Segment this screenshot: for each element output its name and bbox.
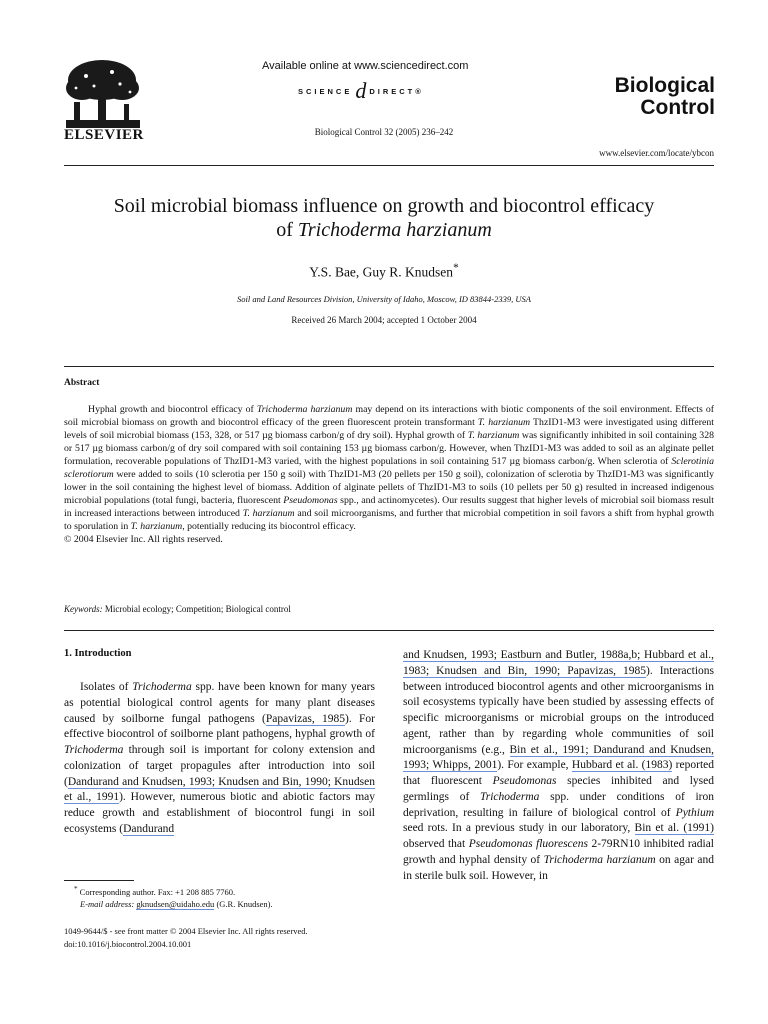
citation-link[interactable]: Dandurand: [123, 822, 175, 835]
species-name: T. harzianum: [242, 507, 295, 519]
left-column: [64, 680, 375, 838]
body-text: seed rots. In a previous study in our laboratory,: [403, 822, 635, 835]
species-name: Trichoderma harzianum: [543, 853, 656, 866]
abstract-text: ThzID1-M3 were investigated using different levels of soil microbial biomass (153, 328, or 517 µg biomass carbon/g of dry soil). Hyphal growth of: [64, 416, 714, 441]
right-column: [403, 648, 714, 884]
species-name: T. harzianum: [130, 520, 183, 532]
authors: [0, 262, 768, 281]
citation-link[interactable]: Bin et al. (1991): [634, 822, 714, 835]
body-text: through soil is important for colony extension and colonization of target propagules after introduction into soil (: [64, 744, 375, 788]
keywords: [64, 604, 291, 614]
body-text: on agar and in sterile bulk soil. However, in: [403, 853, 714, 882]
title-line2: [40, 218, 728, 242]
email-suffix: (G.R. Knudsen).: [214, 898, 273, 909]
received-dates: Received 26 March 2004; accepted 1 October 2004: [291, 315, 477, 325]
species-name: T. harzianum: [467, 429, 520, 441]
footnote-mark: *: [74, 885, 78, 893]
section-heading: 1. Introduction: [64, 648, 132, 659]
journal-title-line2: Control: [640, 96, 715, 119]
body-text: ). For effective biocontrol of soilborne plant pathogens, hyphal growth of: [64, 712, 375, 741]
title-prefix: of: [276, 219, 298, 241]
available-online-text: Available online at www.sciencedirect.com: [262, 60, 469, 72]
abstract-text: was significantly inhibited in soil containing 328 or 517 µg biomass carbon/g of dry soil compared with soil containing 153 µg biomass carbon/g. However, when ThzID1-M3 was added to soil as an alginate pellet formulation, recoverable populations of ThzID1-M3 varied, with the highest populations in soil containing 517 µg biomass carbon/g. When sclerotia of: [64, 429, 714, 467]
author-names: Y.S. Bae, Guy R. Knudsen: [309, 264, 454, 280]
body-text: ). However, numerous biotic and abiotic factors may reduce growth and establishment of biocontrol fungi in soil ecosystems (: [64, 791, 375, 835]
species-name: Trichoderma: [480, 790, 540, 803]
corresponding-mark[interactable]: *: [453, 262, 459, 274]
body-text: Isolates of: [80, 681, 133, 693]
abstract-text: and soil microorganisms, and further that microbial competition in soil favors a shift from hyphal growth to sporulation in: [64, 507, 714, 532]
abstract-text: were added to soils (10 sclerotia per 150 g soil) with ThzID1-M3 (20 pellets per 150 g soil), colonization of sclerotia by ThzID1-M3 was significantly lower in the soil containing the highest level of biomass. Addition of alginate pellets of ThzID1-M3 to soils (10 pellets per 50 g) resulted in increased indigenous microbial populations (total fungi, bacteria, fluorescent: [64, 468, 714, 506]
email-link[interactable]: gknudsen@uidaho.edu: [136, 898, 215, 909]
species-name: Sclerotinia sclerotiorum: [64, 455, 714, 480]
keywords-label: Keywords:: [64, 604, 103, 614]
sciencedirect-right: DIRECT®: [369, 86, 424, 96]
copyright-line: © 2004 Elsevier Inc. All rights reserved.: [64, 533, 223, 545]
body-text: ). Interactions between introduced biocontrol agents and other microorganisms in soil ecosystems typically have been studied by assessing effects of specific microorganisms or microbial groups on the introduced agent, rather than by regarding whole communities of soil microorganisms (e.g.,: [403, 664, 714, 756]
species-name: Pythium: [675, 806, 714, 819]
citation-link[interactable]: Hubbard et al. (1983): [571, 759, 673, 772]
issn-block: [64, 925, 308, 951]
footnote-corresponding: [64, 883, 273, 898]
journal-citation: Biological Control 32 (2005) 236–242: [314, 127, 454, 137]
footnote: [64, 883, 273, 910]
intro-paragraph: [64, 680, 375, 838]
citation-link[interactable]: Dandurand and Knudsen, 1993; Knudsen and Bin, 1990; Knudsen et al., 1991: [64, 775, 375, 804]
doi-line[interactable]: doi:10.1016/j.biocontrol.2004.10.001: [64, 939, 192, 949]
body-text: observed that: [403, 838, 469, 850]
citation-link[interactable]: Bin et al., 1991; Dandurand and Knudsen, 1993; Whipps, 2001: [403, 743, 714, 772]
species-name: Pseudomonas fluorescens: [468, 838, 588, 850]
sciencedirect-left: SCIENCE: [298, 86, 353, 96]
species-name: Trichoderma harzianum: [256, 404, 353, 415]
body-text: ). For example,: [497, 759, 572, 772]
abstract-top-rule: [64, 366, 714, 367]
abstract-text: , potentially reducing its biocontrol efficacy.: [182, 520, 356, 532]
body-text: species inhibited and lysed germlings of: [403, 775, 714, 803]
title-species: Trichoderma harzianum: [297, 219, 492, 241]
body-text: spp. under conditions of iron deprivation, resulting in failure of biological control of: [403, 790, 715, 819]
abstract-text: Hyphal growth and biocontrol efficacy of: [88, 404, 257, 415]
publisher-name: ELSEVIER: [64, 127, 144, 143]
abstract-text: spp., and actinomycetes). Our results suggest that higher levels of microbial soil biomass result in increased interactions between introduced: [64, 494, 714, 519]
body-text: 2-79RN10 inhibited radial growth and hyphal density of: [403, 838, 715, 866]
citation-link[interactable]: Papavizas, 1985: [265, 712, 346, 725]
article-title: [40, 194, 728, 242]
footnote-email: [64, 898, 273, 910]
sciencedirect-logo: [298, 80, 448, 102]
abstract-heading: Abstract: [64, 378, 100, 388]
affiliation: Soil and Land Resources Division, University of Idaho, Moscow, ID 83844-2339, USA: [237, 294, 531, 304]
journal-title-line1: Biological: [614, 74, 715, 97]
journal-url[interactable]: www.elsevier.com/locate/ybcon: [599, 148, 714, 158]
elsevier-tree-logo: [62, 58, 144, 130]
sciencedirect-at: d: [355, 78, 367, 103]
body-text: spp. have been known for many years as potential biological control agents for many plant diseases caused by soilborne fungal pathogens (: [64, 681, 375, 725]
intro-paragraph-cont: [403, 648, 714, 884]
species-name: T. harzianum: [477, 416, 531, 428]
species-name: Pseudomonas: [283, 494, 338, 506]
species-name: Pseudomonas: [492, 775, 557, 787]
keywords-list: Microbial ecology; Competition; Biological control: [102, 604, 291, 614]
body-top-rule: [64, 630, 714, 631]
footnote-text: Corresponding author. Fax: +1 208 885 7760.: [77, 886, 236, 897]
issn-line: 1049-9644/$ - see front matter © 2004 Elsevier Inc. All rights reserved.: [64, 926, 308, 936]
title-line1: Soil microbial biomass influence on growth and biocontrol efficacy: [113, 195, 655, 217]
body-text: reported that fluorescent: [403, 759, 714, 787]
journal-title: [600, 75, 715, 119]
abstract-paragraph: [64, 404, 714, 534]
footnote-rule: [64, 880, 134, 881]
header-rule: [64, 165, 714, 166]
species-name: Trichoderma: [64, 744, 124, 756]
citation-link[interactable]: and Knudsen, 1993; Eastburn and Butler, 1988a,b; Hubbard et al., 1983; Knudsen and Bin, 1990; Papavizas, 1985: [403, 649, 714, 677]
abstract-text: may depend on its interactions with biotic components of the soil environment. Effects of soil microbial biomass on growth and biocontrol efficacy of the green fluorescent protein transformant: [64, 404, 715, 428]
species-name: Trichoderma: [132, 681, 192, 693]
email-label: E-mail address:: [80, 898, 135, 909]
abstract-body: [64, 404, 714, 546]
